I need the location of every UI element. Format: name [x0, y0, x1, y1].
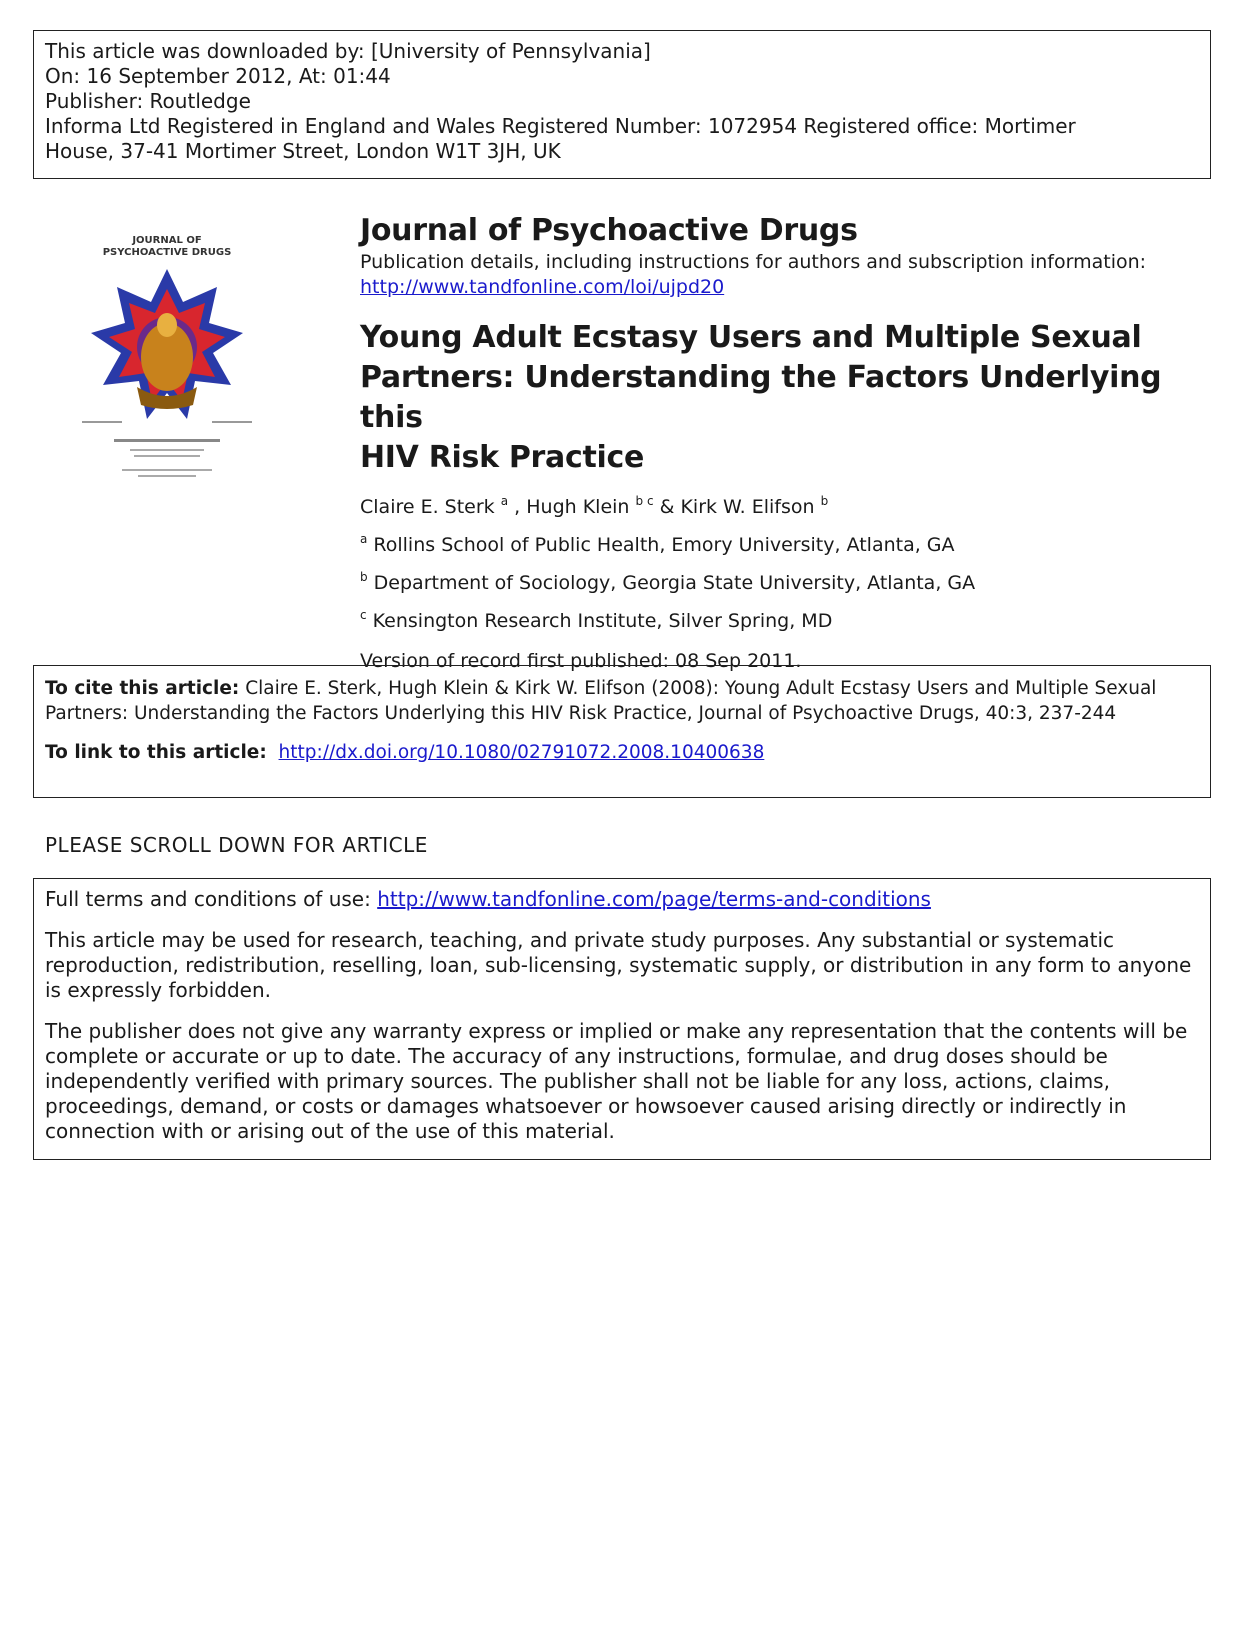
journal-title: Journal of Psychoactive Drugs — [360, 213, 858, 248]
terms-heading: Full terms and conditions of use: http://www.tandfonline.com/page/terms-and-conditions — [45, 887, 931, 911]
article-header — [360, 212, 1210, 674]
affiliation: $^c$ Kensington Research Institute, Silver Spring, MD — [360, 608, 833, 632]
download-line: House, 37-41 Mortimer Street, London W1T 3JH, UK — [45, 139, 561, 163]
citation-text: To cite this article: Claire E. Sterk, Hugh Klein & Kirk W. Elifson (2008): Young Adult Ecstasy Users and Multiple Sexual Partners: Understanding the Factors Underlying this HIV Risk Practice, Journal of Psychoactive Drugs, 40:3, 237-244 — [45, 678, 1157, 724]
download-line: On: 16 September 2012, At: 01:44 — [45, 64, 391, 88]
affiliation: $^a$ Rollins School of Public Health, Emory University, Atlanta, GA — [360, 532, 955, 556]
journal-cover-image — [82, 225, 252, 505]
version-of-record: Version of record first published: 08 Sep 2011. — [360, 650, 802, 672]
author-name: Hugh Klein — [526, 496, 630, 518]
article-title-line: Partners: Understanding the Factors Underlying this — [360, 360, 1162, 435]
article-title — [360, 318, 1210, 478]
terms-paragraph: The publisher does not give any warranty express or implied or make any representation that the contents will be complete or accurate or up to date. The accuracy of any instructions, formulae, and drug doses should be independently verified with primary sources. The publisher shall not be liable for any loss, actions, claims, proceedings, demand, or costs or damages whatsoever or howsoever caused arising directly or indirectly in connection with or arising out of the use of this material. — [45, 1019, 1188, 1143]
cover-title-line2: PSYCHOACTIVE DRUGS — [102, 247, 232, 258]
terms-box — [33, 878, 1211, 1160]
author-name: Claire E. Sterk — [360, 496, 495, 518]
author-name: Kirk W. Elifson — [680, 496, 815, 518]
author-affil-sup: b — [820, 494, 829, 508]
article-title-line: Young Adult Ecstasy Users and Multiple Sexual — [360, 320, 1142, 355]
author-affil-sup: a — [500, 494, 509, 508]
download-line: Informa Ltd Registered in England and Wales Registered Number: 1072954 Registered office: Mortimer — [45, 114, 1076, 138]
author-affil-sup: b c — [635, 494, 654, 508]
doi-link[interactable]: http://dx.doi.org/10.1080/02791072.2008.10400638 — [278, 742, 765, 763]
article-link-row — [45, 740, 1200, 765]
download-line: Publisher: Routledge — [45, 89, 251, 113]
journal-url-link[interactable]: http://www.tandfonline.com/loi/ujpd20 — [360, 276, 725, 298]
terms-paragraph: This article may be used for research, teaching, and private study purposes. Any substantial or systematic reproduction, redistribution, reselling, loan, sub-licensing, systematic supply, or distribution in any form to anyone is expressly forbidden. — [45, 928, 1192, 1002]
link-label: To link to this article: — [45, 742, 267, 763]
cover-title-line1: JOURNAL OF — [132, 235, 202, 246]
download-line: This article was downloaded by: [University of Pennsylvania] — [45, 39, 651, 63]
affiliation: $^b$ Department of Sociology, Georgia State University, Atlanta, GA — [360, 570, 976, 594]
citation-box — [33, 665, 1211, 798]
download-notice-box — [33, 30, 1211, 179]
author-list: Claire E. Sterk $^a$ , Hugh Klein $^{b c}$ & Kirk W. Elifson $^b$ — [360, 494, 829, 518]
cite-label: To cite this article: — [45, 678, 240, 699]
publication-details: Publication details, including instructions for authors and subscription information: — [360, 251, 1147, 273]
article-title-line: HIV Risk Practice — [360, 440, 645, 475]
terms-link[interactable]: http://www.tandfonline.com/page/terms-and-conditions — [377, 887, 931, 911]
scroll-down-note: PLEASE SCROLL DOWN FOR ARTICLE — [45, 833, 428, 857]
